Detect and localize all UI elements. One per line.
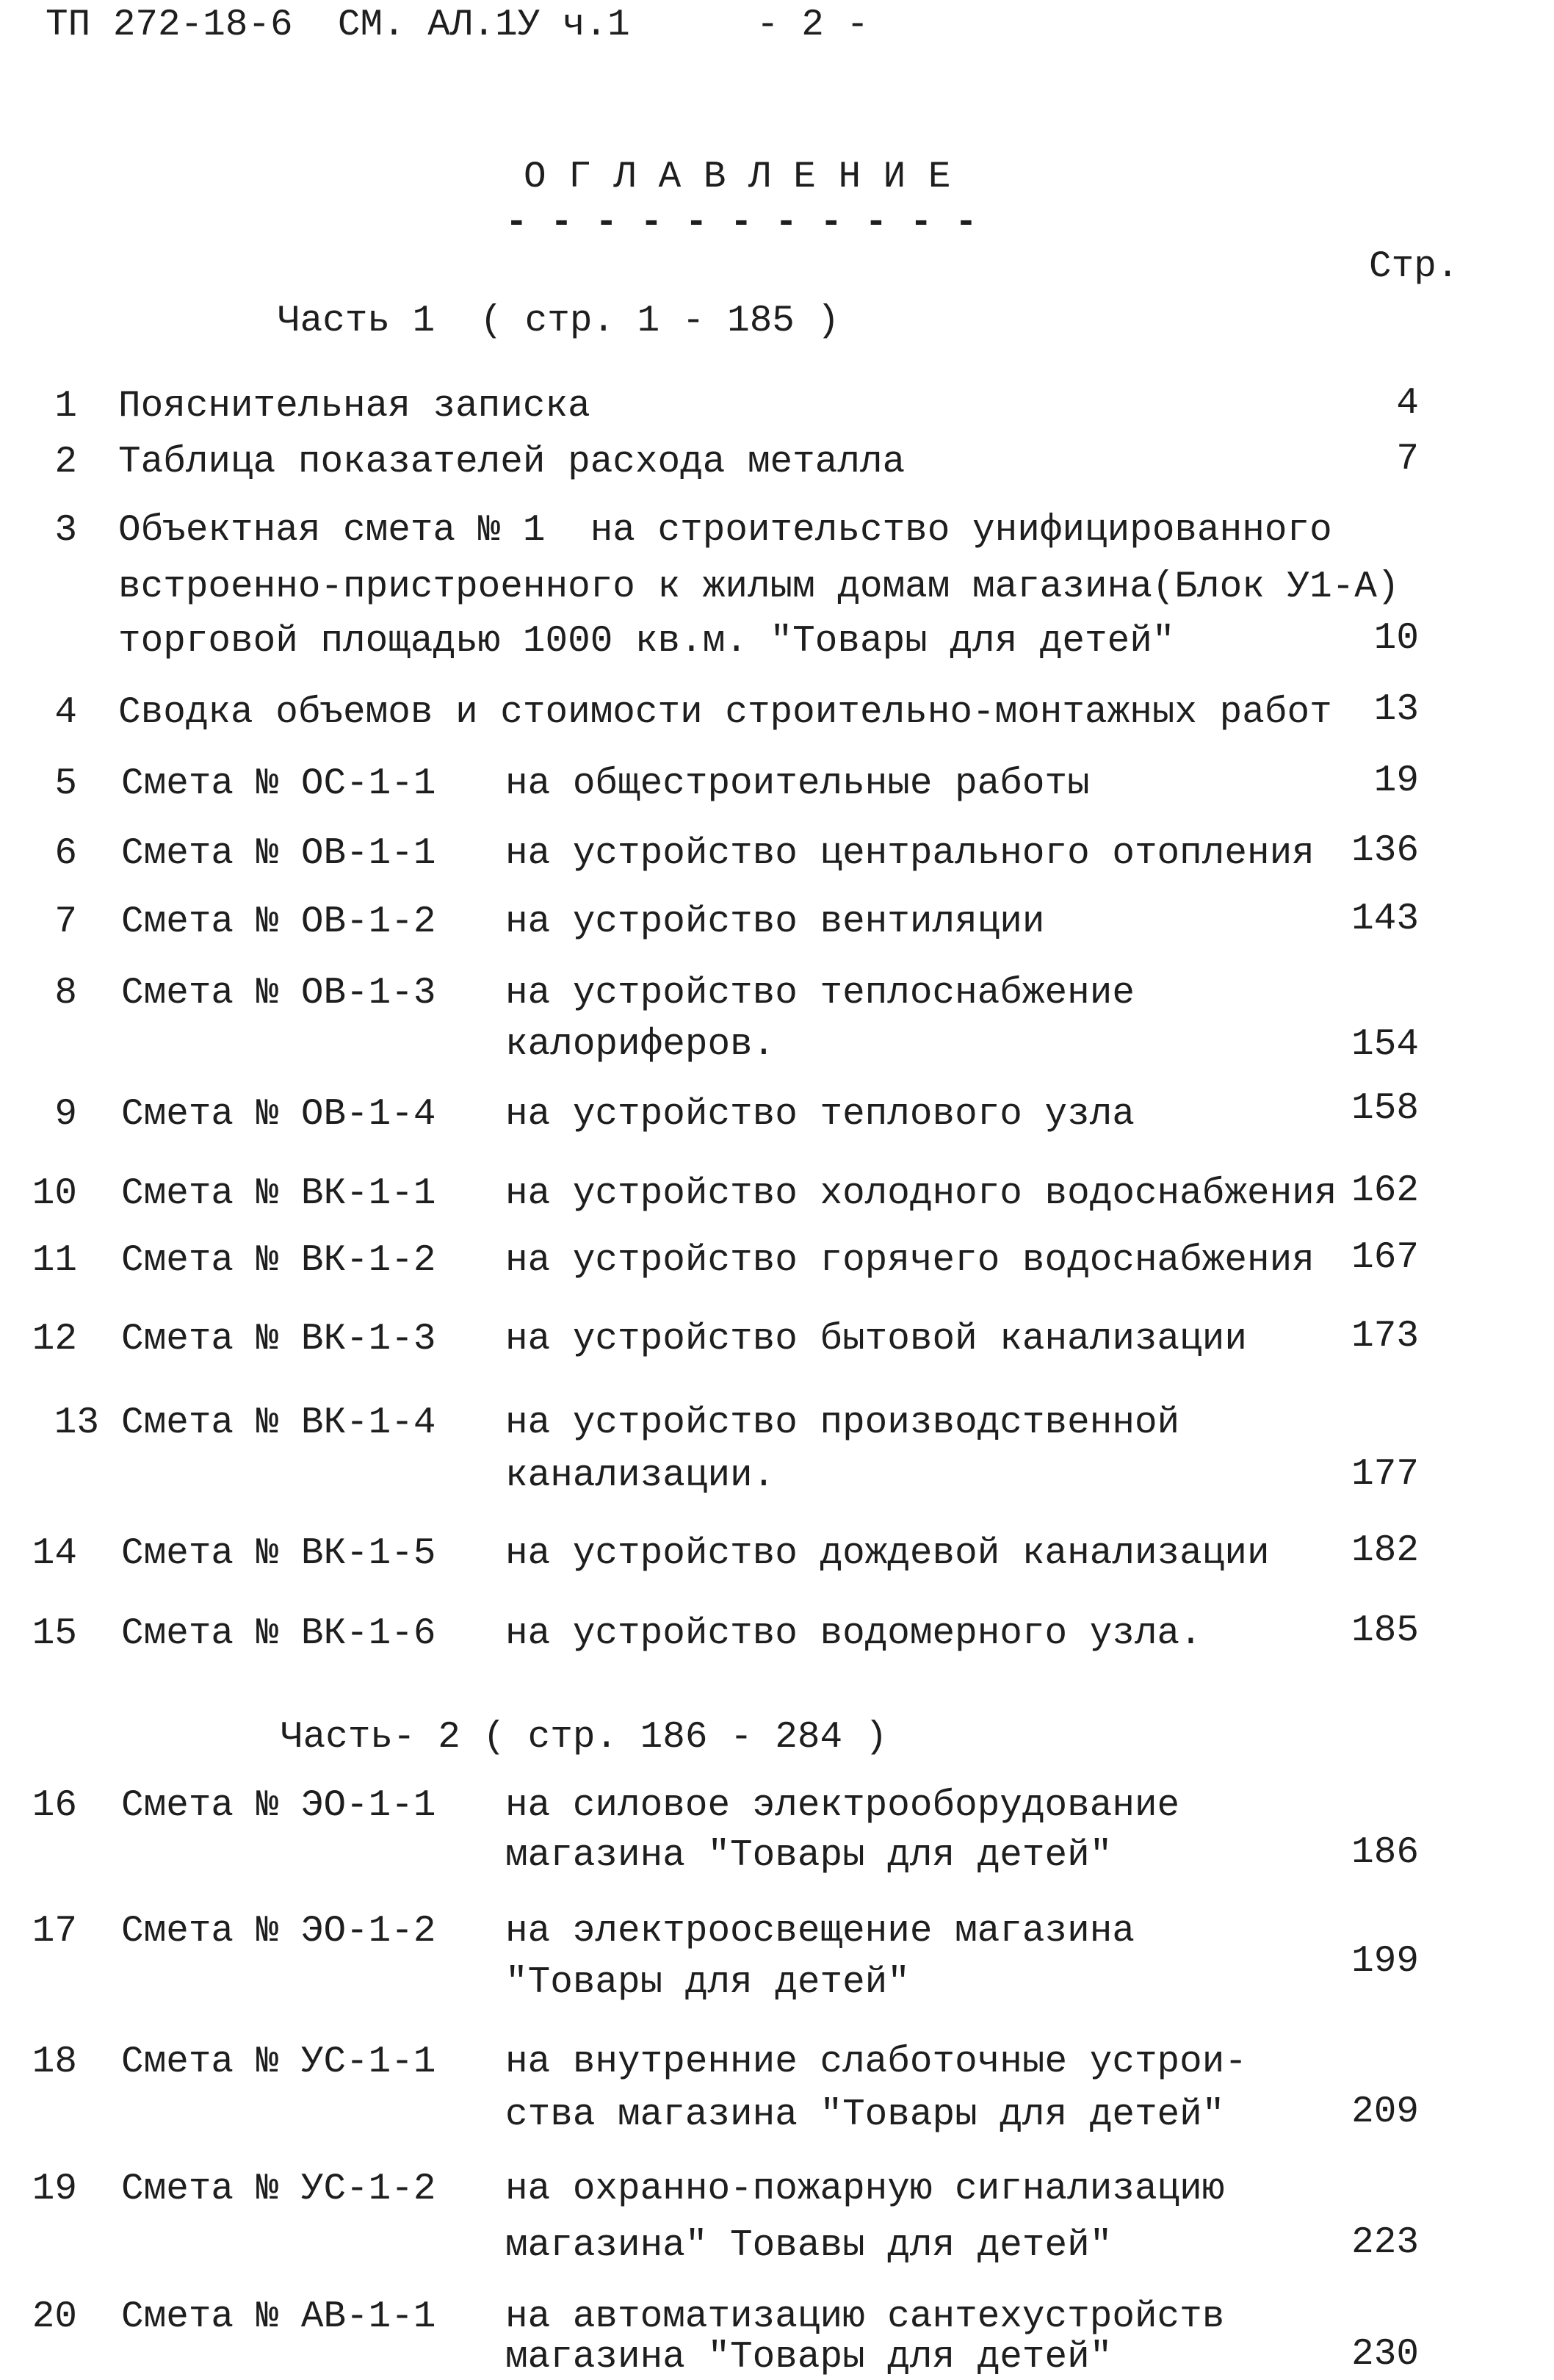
entry-description: на устройство теплоснабжение [505,973,1135,1014]
document-code: ТП 272-18-6 СМ. АЛ.1У ч.1 [46,4,630,46]
entry-page: 19 [1373,760,1419,802]
entry-number: 18 [32,2041,77,2083]
entry-description: "Товары для детей" [505,1962,910,2004]
title-underline: - - - - - - - - - - - [505,202,977,244]
entry-number: 20 [32,2296,77,2338]
entry-page: 13 [1373,689,1419,731]
entry-number: 7 [54,901,77,943]
entry-description: магазина "Товары для детей" [505,2337,1113,2379]
entry-number: 11 [32,1240,77,1282]
entry-description: на устройство производственной [505,1402,1180,1444]
entry-number: 1 [54,386,77,428]
entry-number: 15 [32,1613,77,1655]
entry-description: ства магазина "Товары для детей" [505,2094,1225,2136]
estimate-code: Смета № УС-1-1 [121,2041,436,2083]
entry-number: 9 [54,1094,77,1136]
entry-page: 10 [1373,618,1419,660]
estimate-code: Смета № АВ-1-1 [121,2296,436,2338]
estimate-code: Смета № ВК-1-1 [121,1173,436,1215]
estimate-code: Смета № ВК-1-5 [121,1533,436,1575]
entry-number: 13 [54,1402,99,1444]
estimate-code: Смета № ОВ-1-4 [121,1094,436,1136]
entry-number: 14 [32,1533,77,1575]
entry-page: 177 [1351,1454,1419,1496]
entry-page: 162 [1351,1170,1419,1212]
entry-description: на охранно-пожарную сигнализацию [505,2168,1225,2210]
estimate-code: Смета № ЭО-1-2 [121,1911,436,1952]
entry-description: на устройство водомерного узла. [505,1613,1202,1655]
entry-page: 136 [1351,830,1419,872]
entry-description: на внутренние слаботочные устрои- [505,2041,1247,2083]
entry-page: 186 [1351,1832,1419,1874]
estimate-code: Смета № ВК-1-4 [121,1402,436,1444]
entry-title: Таблица показателей расхода металла [118,441,906,483]
entry-page: 182 [1351,1530,1419,1572]
entry-number: 2 [54,441,77,483]
entry-description: на общестроительные работы [505,763,1090,805]
entry-title: встроенно-пристроенного к жилым домам магазина(Блок У1-А) [118,566,1400,608]
entry-description: на устройство холодного водоснабжения [505,1173,1337,1215]
entry-number: 16 [32,1785,77,1827]
entry-page: 223 [1351,2222,1419,2264]
estimate-code: Смета № ЭО-1-1 [121,1785,436,1827]
entry-page: 167 [1351,1237,1419,1279]
entry-title: Объектная смета № 1 на строительство унифицированного [118,510,1332,552]
estimate-code: Смета № ВК-1-2 [121,1240,436,1282]
estimate-code: Смета № УС-1-2 [121,2168,436,2210]
entry-number: 19 [32,2168,77,2210]
entry-number: 3 [54,510,77,552]
entry-page: 209 [1351,2091,1419,2133]
entry-page: 4 [1396,383,1419,425]
entry-description: канализации. [505,1455,776,1497]
entry-description: магазина "Товары для детей" [505,1835,1113,1877]
page-number: - 2 - [756,4,870,46]
entry-page: 230 [1351,2334,1419,2376]
entry-description: на устройство горячего водоснабжения [505,1240,1315,1282]
estimate-code: Смета № ОВ-1-1 [121,833,436,875]
entry-number: 17 [32,1911,77,1952]
page-column-label: Стр. [1369,246,1459,288]
entry-page: 173 [1351,1316,1419,1357]
entry-page: 185 [1351,1610,1419,1652]
estimate-code: Смета № ОС-1-1 [121,763,436,805]
entry-description: на устройство теплового узла [505,1094,1135,1136]
part-2-heading: Часть- 2 ( стр. 186 - 284 ) [281,1717,888,1759]
entry-number: 12 [32,1319,77,1360]
estimate-code: Смета № ОВ-1-2 [121,901,436,943]
entry-description: на устройство центрального отопления [505,833,1315,875]
part-1-heading: Часть 1 ( стр. 1 - 185 ) [278,300,840,342]
entry-title: торговой площадью 1000 кв.м. "Товары для детей" [118,621,1175,663]
entry-number: 10 [32,1173,77,1215]
entry-number: 5 [54,763,77,805]
entry-page: 158 [1351,1088,1419,1130]
entry-page: 7 [1396,439,1419,480]
entry-description: на устройство бытовой канализации [505,1319,1247,1360]
entry-number: 8 [54,973,77,1014]
estimate-code: Смета № ОВ-1-3 [121,973,436,1014]
entry-title: Пояснительная записка [118,386,590,428]
entry-page: 199 [1351,1941,1419,1983]
entry-description: магазина" Товавы для детей" [505,2225,1113,2267]
entry-description: на электроосвещение магазина [505,1911,1135,1952]
entry-description: на устройство вентиляции [505,901,1045,943]
entry-number: 4 [54,692,77,734]
entry-page: 154 [1351,1024,1419,1066]
entry-number: 6 [54,833,77,875]
page-title: О Г Л А В Л Е Н И Е [524,156,951,198]
estimate-code: Смета № ВК-1-3 [121,1319,436,1360]
entry-title: Сводка объемов и стоимости строительно-монтажных работ [118,692,1332,734]
estimate-code: Смета № ВК-1-6 [121,1613,436,1655]
entry-description: на силовое электрооборудование [505,1785,1180,1827]
entry-description: на устройство дождевой канализации [505,1533,1270,1575]
entry-page: 143 [1351,898,1419,940]
entry-description: на автоматизацию сантехустройств [505,2296,1225,2338]
entry-description: калориферов. [505,1024,776,1066]
